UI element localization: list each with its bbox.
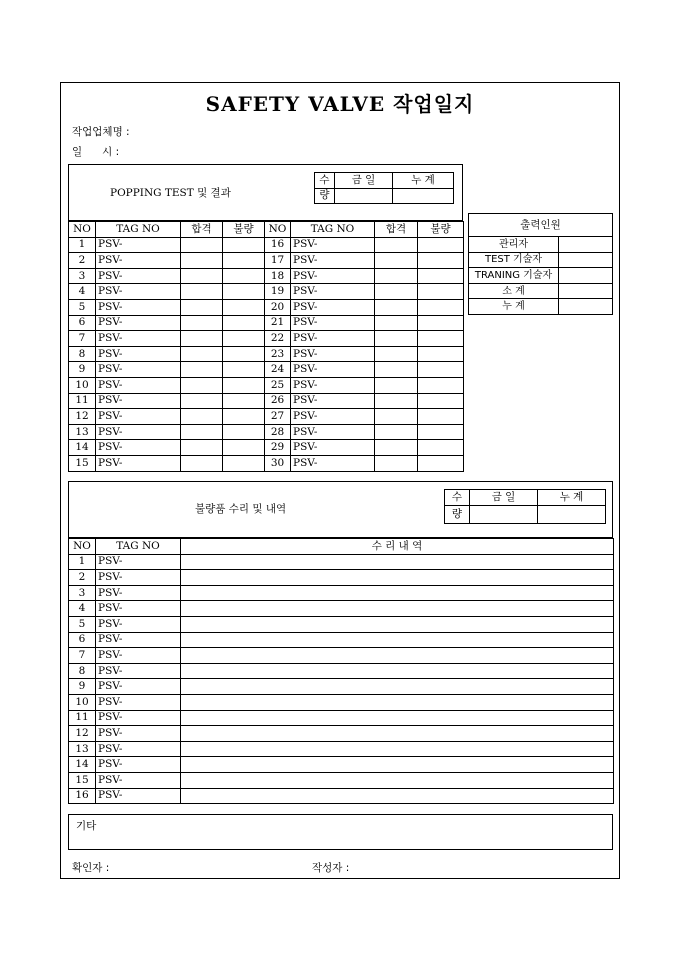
table-row [69, 284, 464, 300]
table-row [69, 663, 614, 679]
qty-total-field[interactable] [393, 188, 454, 204]
table-row [69, 362, 464, 378]
pass-cell[interactable] [181, 377, 223, 393]
row-number: 10 [69, 377, 96, 393]
pass-cell[interactable] [375, 377, 418, 393]
fail-cell[interactable] [418, 315, 464, 331]
staff-role-label: 누 계 [469, 299, 559, 315]
repair-qty-total-field[interactable] [538, 505, 606, 523]
row-number: 8 [69, 346, 96, 362]
row-number: 4 [69, 284, 96, 300]
table-row [69, 315, 464, 331]
repair-detail-field[interactable] [181, 570, 614, 586]
fail-cell[interactable] [223, 409, 265, 425]
row-number: 9 [69, 362, 96, 378]
row-number: 22 [265, 331, 291, 347]
pass-cell[interactable] [181, 237, 223, 253]
popping-header-row [69, 222, 464, 238]
tag-number[interactable]: PSV- [96, 663, 181, 679]
row-number: 11 [69, 393, 96, 409]
tag-number[interactable]: PSV- [96, 284, 181, 300]
repair-qty-today-header: 금 일 [470, 490, 538, 506]
qty-total-header: 누 계 [393, 173, 454, 189]
repair-detail-field[interactable] [181, 726, 614, 742]
pass-cell[interactable] [181, 331, 223, 347]
table-row [69, 632, 614, 648]
row-number: 30 [265, 455, 291, 471]
fail-cell[interactable] [223, 424, 265, 440]
staff-role-label: 소 계 [469, 283, 559, 299]
tag-number[interactable]: PSV- [291, 284, 375, 300]
repair-detail-field[interactable] [181, 601, 614, 617]
row-number: 23 [265, 346, 291, 362]
staff-table [468, 213, 613, 315]
popping-table [68, 221, 464, 472]
tag-number[interactable]: PSV- [96, 393, 181, 409]
tag-number[interactable]: PSV- [96, 772, 181, 788]
fail-cell[interactable] [223, 393, 265, 409]
pass-cell[interactable] [375, 393, 418, 409]
pass-cell[interactable] [375, 409, 418, 425]
repair-detail-field[interactable] [181, 679, 614, 695]
table-row [69, 346, 464, 362]
table-row [69, 648, 614, 664]
row-number: 1 [69, 237, 96, 253]
pass-cell[interactable] [375, 284, 418, 300]
tag-number[interactable]: PSV- [291, 393, 375, 409]
staff-row [469, 268, 613, 284]
col-tag: TAG NO [291, 222, 375, 238]
row-number: 15 [69, 455, 96, 471]
row-number: 8 [69, 663, 96, 679]
table-row [69, 616, 614, 632]
fail-cell[interactable] [418, 346, 464, 362]
row-number: 2 [69, 253, 96, 269]
col-repair-detail: 수 리 내 역 [181, 539, 614, 555]
tag-number[interactable]: PSV- [96, 648, 181, 664]
row-number: 1 [69, 554, 96, 570]
pass-cell[interactable] [375, 362, 418, 378]
pass-cell[interactable] [181, 409, 223, 425]
table-row [69, 424, 464, 440]
tag-number[interactable]: PSV- [291, 268, 375, 284]
tag-number[interactable]: PSV- [96, 377, 181, 393]
repair-qty-total-header: 누 계 [538, 490, 606, 506]
row-number: 20 [265, 299, 291, 315]
table-row [69, 377, 464, 393]
fail-cell[interactable] [418, 440, 464, 456]
repair-detail-field[interactable] [181, 632, 614, 648]
table-row [69, 601, 614, 617]
date-label: 일 시 : [72, 146, 120, 158]
pass-cell[interactable] [375, 346, 418, 362]
table-row [69, 772, 614, 788]
staff-role-label: TRANING 기술자 [469, 268, 559, 284]
popping-heading: POPPING TEST 및 결과 [110, 187, 231, 199]
tag-number[interactable]: PSV- [96, 409, 181, 425]
staff-row [469, 299, 613, 315]
qty-today-field[interactable] [335, 188, 393, 204]
tag-number[interactable]: PSV- [291, 331, 375, 347]
tag-number[interactable]: PSV- [96, 741, 181, 757]
fail-cell[interactable] [418, 268, 464, 284]
tag-number[interactable]: PSV- [96, 331, 181, 347]
tag-number[interactable]: PSV- [291, 346, 375, 362]
row-number: 7 [69, 648, 96, 664]
repair-detail-field[interactable] [181, 710, 614, 726]
row-number: 13 [69, 741, 96, 757]
row-number: 5 [69, 616, 96, 632]
repair-qty-table [444, 489, 606, 524]
remarks-box[interactable] [68, 814, 613, 850]
repair-qty-today-field[interactable] [470, 505, 538, 523]
table-row [69, 253, 464, 269]
staff-count-field[interactable] [559, 237, 613, 253]
tag-number[interactable]: PSV- [96, 237, 181, 253]
pass-cell[interactable] [181, 268, 223, 284]
qty-today-header: 금 일 [335, 173, 393, 189]
pass-cell[interactable] [375, 440, 418, 456]
col-no: NO [265, 222, 291, 238]
fail-cell[interactable] [223, 284, 265, 300]
tag-number[interactable]: PSV- [96, 679, 181, 695]
fail-cell[interactable] [418, 455, 464, 471]
table-row [69, 679, 614, 695]
confirm-label: 확인자 : [72, 862, 110, 874]
pass-cell[interactable] [375, 253, 418, 269]
fail-cell[interactable] [223, 455, 265, 471]
tag-number[interactable]: PSV- [96, 315, 181, 331]
pass-cell[interactable] [181, 455, 223, 471]
fail-cell[interactable] [223, 253, 265, 269]
table-row [69, 331, 464, 347]
tag-number[interactable]: PSV- [291, 315, 375, 331]
row-number: 24 [265, 362, 291, 378]
repair-detail-field[interactable] [181, 741, 614, 757]
table-row [69, 585, 614, 601]
tag-number[interactable]: PSV- [96, 440, 181, 456]
table-row [69, 757, 614, 773]
tag-number[interactable]: PSV- [96, 253, 181, 269]
table-row [69, 237, 464, 253]
row-number: 12 [69, 409, 96, 425]
pass-cell[interactable] [375, 268, 418, 284]
tag-number[interactable]: PSV- [96, 788, 181, 804]
table-row [69, 570, 614, 586]
row-number: 13 [69, 424, 96, 440]
pass-cell[interactable] [181, 346, 223, 362]
row-number: 6 [69, 632, 96, 648]
table-row [69, 710, 614, 726]
row-number: 17 [265, 253, 291, 269]
tag-number[interactable]: PSV- [96, 726, 181, 742]
table-row [69, 268, 464, 284]
tag-number[interactable]: PSV- [96, 268, 181, 284]
staff-row [469, 237, 613, 253]
repair-detail-field[interactable] [181, 616, 614, 632]
fail-cell[interactable] [418, 253, 464, 269]
tag-number[interactable]: PSV- [291, 377, 375, 393]
row-number: 5 [69, 299, 96, 315]
col-fail: 불량 [223, 222, 265, 238]
fail-cell[interactable] [223, 440, 265, 456]
row-number: 6 [69, 315, 96, 331]
tag-number[interactable]: PSV- [291, 440, 375, 456]
repair-detail-field[interactable] [181, 648, 614, 664]
col-pass: 합격 [181, 222, 223, 238]
fail-cell[interactable] [418, 393, 464, 409]
row-number: 29 [265, 440, 291, 456]
pass-cell[interactable] [375, 237, 418, 253]
pass-cell[interactable] [181, 362, 223, 378]
pass-cell[interactable] [181, 284, 223, 300]
row-number: 16 [265, 237, 291, 253]
repair-qty-label-bottom: 량 [445, 505, 470, 523]
tag-number[interactable]: PSV- [96, 554, 181, 570]
tag-number[interactable]: PSV- [96, 710, 181, 726]
staff-count-field[interactable] [559, 252, 613, 268]
table-row [69, 440, 464, 456]
popping-qty-table [314, 172, 454, 204]
tag-number[interactable]: PSV- [291, 424, 375, 440]
row-number: 9 [69, 679, 96, 695]
col-tag: TAG NO [96, 539, 181, 555]
fail-cell[interactable] [223, 237, 265, 253]
row-number: 25 [265, 377, 291, 393]
col-fail: 불량 [418, 222, 464, 238]
fail-cell[interactable] [418, 331, 464, 347]
table-row [69, 455, 464, 471]
staff-heading: 출력인원 [469, 214, 613, 237]
fail-cell[interactable] [418, 409, 464, 425]
col-pass: 합격 [375, 222, 418, 238]
tag-number[interactable]: PSV- [96, 424, 181, 440]
repair-heading: 불량품 수리 및 내역 [195, 503, 287, 515]
table-row [69, 554, 614, 570]
repair-detail-field[interactable] [181, 788, 614, 804]
qty-label-bottom: 량 [315, 188, 335, 204]
tag-number[interactable]: PSV- [96, 570, 181, 586]
tag-number[interactable]: PSV- [96, 694, 181, 710]
row-number: 4 [69, 601, 96, 617]
row-number: 3 [69, 268, 96, 284]
repair-qty-label-top: 수 [445, 490, 470, 506]
tag-number[interactable]: PSV- [96, 585, 181, 601]
row-number: 14 [69, 440, 96, 456]
tag-number[interactable]: PSV- [96, 455, 181, 471]
tag-number[interactable]: PSV- [291, 362, 375, 378]
tag-number[interactable]: PSV- [96, 616, 181, 632]
fail-cell[interactable] [223, 315, 265, 331]
tag-number[interactable]: PSV- [96, 601, 181, 617]
staff-role-label: TEST 기술자 [469, 252, 559, 268]
fail-cell[interactable] [418, 377, 464, 393]
table-row [69, 694, 614, 710]
fail-cell[interactable] [223, 268, 265, 284]
col-no: NO [69, 539, 96, 555]
fail-cell[interactable] [418, 362, 464, 378]
pass-cell[interactable] [375, 455, 418, 471]
row-number: 26 [265, 393, 291, 409]
repair-header-row [69, 539, 614, 555]
staff-count-field[interactable] [559, 283, 613, 299]
pass-cell[interactable] [181, 299, 223, 315]
pass-cell[interactable] [181, 315, 223, 331]
repair-detail-field[interactable] [181, 663, 614, 679]
table-row [69, 788, 614, 804]
staff-count-field[interactable] [559, 268, 613, 284]
staff-count-field[interactable] [559, 299, 613, 315]
fail-cell[interactable] [223, 346, 265, 362]
table-row [69, 741, 614, 757]
table-row [69, 299, 464, 315]
row-number: 3 [69, 585, 96, 601]
row-number: 15 [69, 772, 96, 788]
row-number: 18 [265, 268, 291, 284]
col-tag: TAG NO [96, 222, 181, 238]
repair-detail-field[interactable] [181, 585, 614, 601]
table-row [69, 409, 464, 425]
tag-number[interactable]: PSV- [291, 237, 375, 253]
row-number: 28 [265, 424, 291, 440]
fail-cell[interactable] [223, 299, 265, 315]
staff-row [469, 283, 613, 299]
staff-role-label: 관리자 [469, 237, 559, 253]
fail-cell[interactable] [223, 377, 265, 393]
tag-number[interactable]: PSV- [96, 346, 181, 362]
col-no: NO [69, 222, 96, 238]
row-number: 14 [69, 757, 96, 773]
tag-number[interactable]: PSV- [291, 299, 375, 315]
fail-cell[interactable] [418, 284, 464, 300]
pass-cell[interactable] [181, 253, 223, 269]
tag-number[interactable]: PSV- [291, 253, 375, 269]
tag-number[interactable]: PSV- [291, 455, 375, 471]
fail-cell[interactable] [223, 362, 265, 378]
row-number: 2 [69, 570, 96, 586]
repair-detail-field[interactable] [181, 772, 614, 788]
table-row [69, 393, 464, 409]
tag-number[interactable]: PSV- [291, 409, 375, 425]
fail-cell[interactable] [418, 424, 464, 440]
company-label: 작업업체명 : [72, 126, 130, 138]
writer-label: 작성자 : [312, 862, 350, 874]
pass-cell[interactable] [181, 440, 223, 456]
row-number: 10 [69, 694, 96, 710]
tag-number[interactable]: PSV- [96, 632, 181, 648]
row-number: 16 [69, 788, 96, 804]
pass-cell[interactable] [375, 315, 418, 331]
tag-number[interactable]: PSV- [96, 362, 181, 378]
qty-label-top: 수 [315, 173, 335, 189]
document-title: SAFETY VALVE 작업일지 [205, 92, 475, 116]
repair-detail-field[interactable] [181, 694, 614, 710]
pass-cell[interactable] [375, 299, 418, 315]
tag-number[interactable]: PSV- [96, 757, 181, 773]
pass-cell[interactable] [181, 393, 223, 409]
row-number: 21 [265, 315, 291, 331]
pass-cell[interactable] [375, 331, 418, 347]
tag-number[interactable]: PSV- [96, 299, 181, 315]
remarks-label: 기타 [76, 820, 97, 832]
pass-cell[interactable] [375, 424, 418, 440]
fail-cell[interactable] [418, 299, 464, 315]
row-number: 19 [265, 284, 291, 300]
repair-detail-field[interactable] [181, 757, 614, 773]
row-number: 7 [69, 331, 96, 347]
repair-detail-field[interactable] [181, 554, 614, 570]
repair-table [68, 538, 614, 804]
table-row [69, 726, 614, 742]
row-number: 12 [69, 726, 96, 742]
row-number: 27 [265, 409, 291, 425]
staff-row [469, 252, 613, 268]
fail-cell[interactable] [223, 331, 265, 347]
fail-cell[interactable] [418, 237, 464, 253]
pass-cell[interactable] [181, 424, 223, 440]
row-number: 11 [69, 710, 96, 726]
